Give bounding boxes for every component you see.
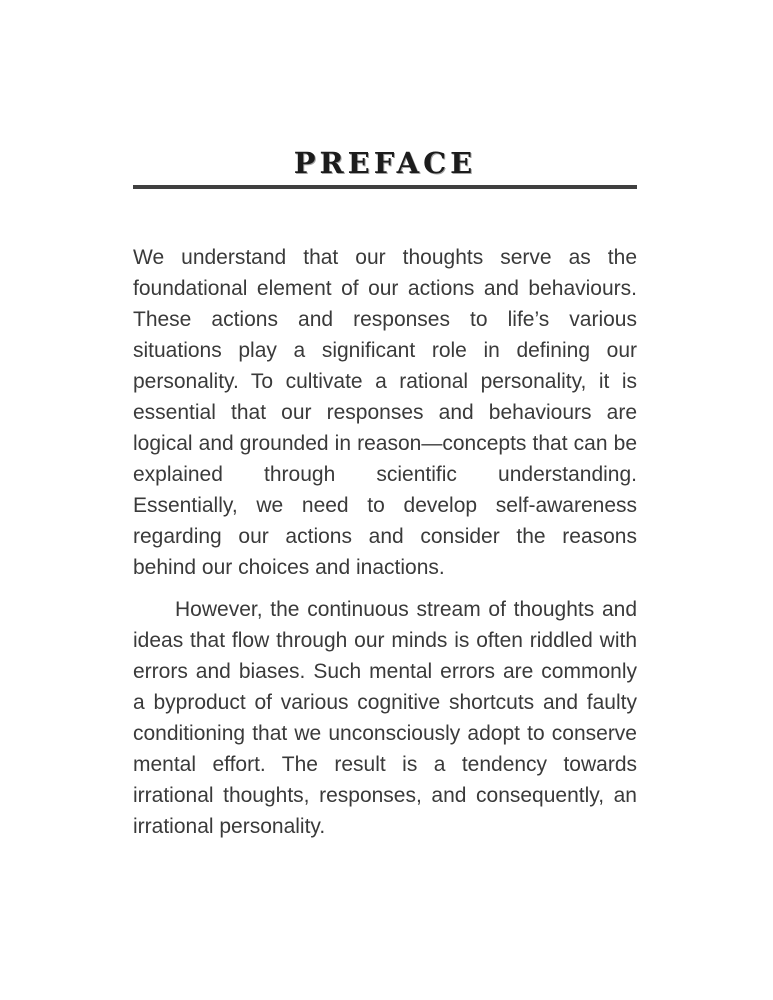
paragraph-1: We understand that our thoughts serve as the foundational element of our actions and behaviours. These actions and responses to life’s various situations play a significant role in defining our personality. To cultivate a rational personality, it is essential that our responses and behaviours are logical and grounded in reason—concepts that can be explained through scientific understanding. Essentially, we need to develop self-awareness regarding our actions and consider the reasons behind our choices and inactions. bbox=[133, 246, 637, 579]
body-text bbox=[133, 242, 637, 842]
title-divider-rule bbox=[133, 185, 637, 189]
page-title: PREFACE bbox=[293, 146, 477, 180]
paragraph-2: However, the continuous stream of thoughts and ideas that flow through our minds is often riddled with errors and biases. Such mental errors are commonly a byproduct of various cognitive shortcuts and faulty conditioning that we unconsciously adopt to conserve mental effort. The result is a tendency towards irrational thoughts, responses, and consequently, an irrational personality. bbox=[133, 598, 637, 838]
